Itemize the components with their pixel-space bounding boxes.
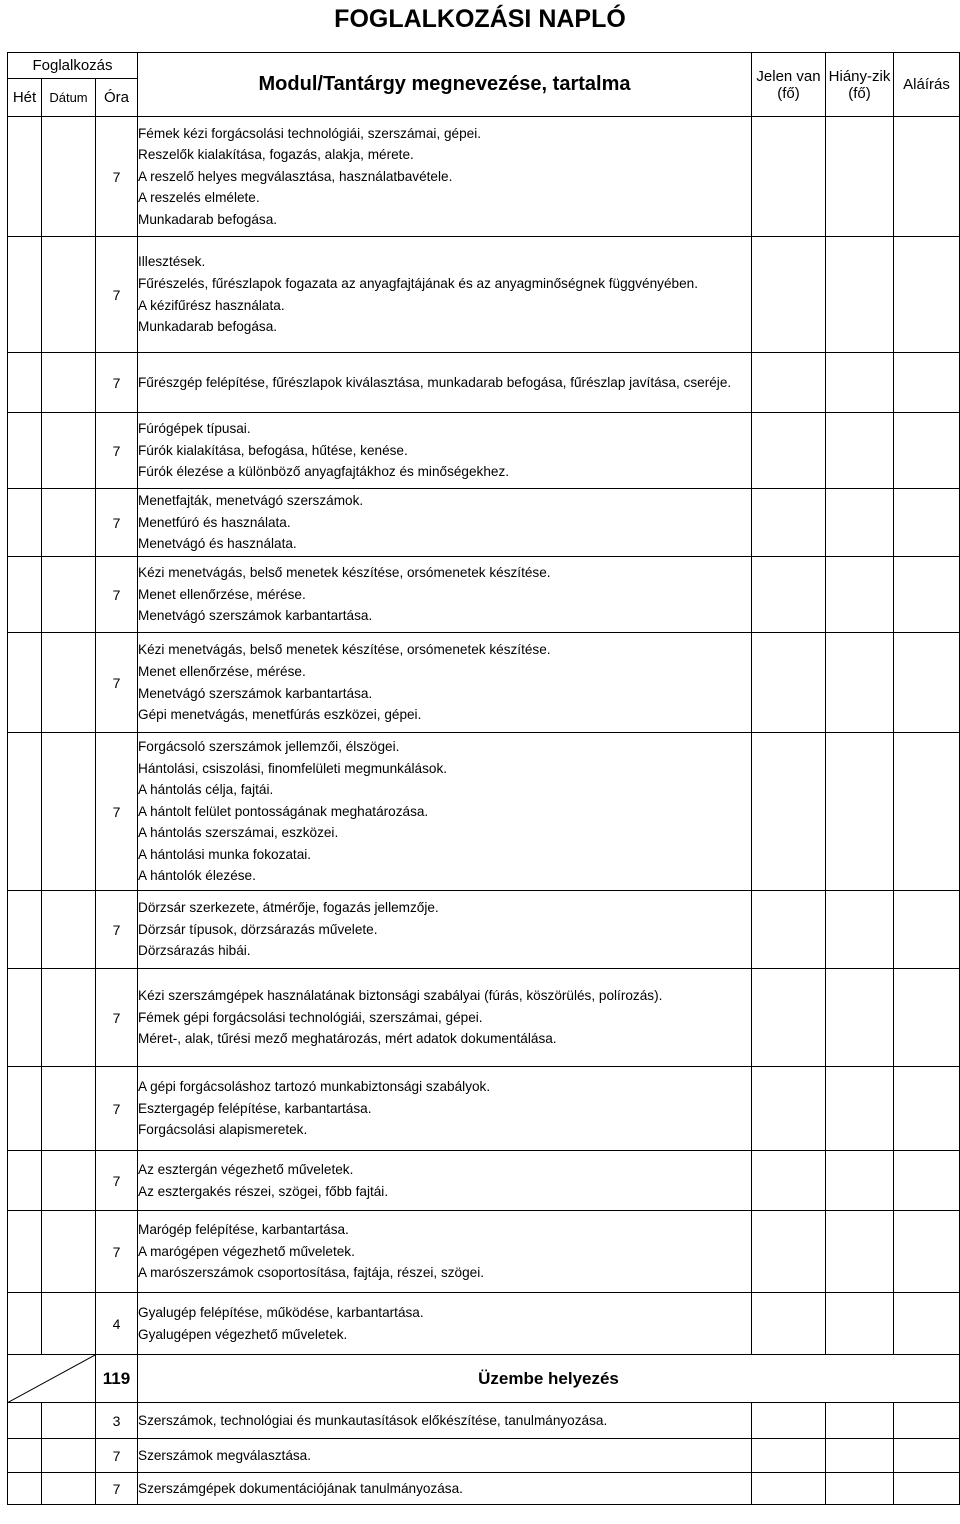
cell-ora: 7 — [96, 891, 138, 969]
content-line: A kézifűrész használata. — [138, 297, 285, 313]
cell-hiany — [826, 1403, 894, 1439]
header-jelen-line1: Jelen van — [756, 67, 821, 85]
cell-ora: 7 — [96, 1067, 138, 1151]
cell-het — [8, 413, 42, 489]
cell-jelen — [752, 1403, 826, 1439]
log-table — [7, 52, 960, 1505]
cell-content — [138, 1439, 752, 1473]
cell-alairas — [894, 1067, 960, 1151]
cell-jelen — [752, 353, 826, 413]
content-line: Fűrészgép felépítése, fűrészlapok kiválasztása, munkadarab befogása, fűrészlap javítása, cseréje. — [138, 374, 732, 390]
cell-ora: 7 — [96, 117, 138, 237]
content-line: Dörzsár szerkezete, átmérője, fogazás jellemzője. — [138, 900, 439, 916]
cell-content — [138, 489, 752, 557]
table-row — [8, 1151, 960, 1211]
section-title: Üzembe helyezés — [138, 1355, 960, 1403]
cell-het — [8, 557, 42, 633]
cell-alairas — [894, 413, 960, 489]
content-line: A hántolt felület pontosságának meghatározása. — [138, 803, 429, 819]
cell-datum — [42, 1293, 96, 1355]
cell-content — [138, 413, 752, 489]
page-title: FOGLALKOZÁSI NAPLÓ — [334, 5, 626, 33]
cell-jelen — [752, 489, 826, 557]
header-hiany-line1: Hiány-zik — [828, 67, 891, 85]
cell-content — [138, 1211, 752, 1293]
content-line: Szerszámok, technológiai és munkautasítások előkészítése, tanulmányozása. — [138, 1413, 608, 1429]
cell-datum — [42, 1403, 96, 1439]
cell-alairas — [894, 1403, 960, 1439]
table-row — [8, 969, 960, 1067]
content-line: A marószerszámok csoportosítása, fajtája, részei, szögei. — [138, 1265, 485, 1281]
cell-hiany — [826, 413, 894, 489]
cell-hiany — [826, 1473, 894, 1505]
content-line: A hántolási munka fokozatai. — [138, 846, 312, 862]
cell-alairas — [894, 891, 960, 969]
cell-hiany — [826, 1293, 894, 1355]
cell-het — [8, 733, 42, 891]
cell-hiany — [826, 733, 894, 891]
cell-content — [138, 237, 752, 353]
content-line: Kézi menetvágás, belső menetek készítése, orsómenetek készítése. — [138, 642, 551, 658]
cell-alairas — [894, 1151, 960, 1211]
cell-jelen — [752, 1067, 826, 1151]
cell-hiany — [826, 1211, 894, 1293]
cell-alairas — [894, 557, 960, 633]
diagonal-line-icon — [8, 1355, 95, 1402]
cell-het — [8, 969, 42, 1067]
cell-alairas — [894, 117, 960, 237]
table-row — [8, 489, 960, 557]
cell-ora: 7 — [96, 1151, 138, 1211]
content-line: Menetvágó szerszámok karbantartása. — [138, 608, 373, 624]
content-line: Menetvágó szerszámok karbantartása. — [138, 685, 373, 701]
header-jelen-line2: (fő) — [777, 84, 800, 102]
content-line: Az esztergakés részei, szögei, főbb fajtái. — [138, 1183, 389, 1199]
cell-content — [138, 557, 752, 633]
cell-datum — [42, 237, 96, 353]
content-line: Fűrészelés, fűrészlapok fogazata az anyagfajtájának és az anyagminőségnek függvényében. — [138, 275, 698, 291]
cell-datum — [42, 969, 96, 1067]
cell-ora: 7 — [96, 237, 138, 353]
cell-datum — [42, 891, 96, 969]
table-row — [8, 1211, 960, 1293]
content-line: Menet ellenőrzése, mérése. — [138, 586, 306, 602]
cell-datum — [42, 1473, 96, 1505]
cell-het — [8, 1403, 42, 1439]
content-line: Az esztergán végezhető műveletek. — [138, 1161, 354, 1177]
cell-content — [138, 117, 752, 237]
content-line: Fúrók élezése a különböző anyagfajtákhoz és minőségekhez. — [138, 464, 510, 480]
cell-ora: 7 — [96, 489, 138, 557]
table-row — [8, 1067, 960, 1151]
header-foglalkozas: Foglalkozás — [8, 53, 138, 79]
content-line: A gépi forgácsoláshoz tartozó munkabiztonsági szabályok. — [138, 1079, 491, 1095]
table-row — [8, 1439, 960, 1473]
cell-hiany — [826, 891, 894, 969]
cell-hiany — [826, 557, 894, 633]
content-line: Menetvágó és használata. — [138, 536, 297, 552]
content-line: Kézi szerszámgépek használatának biztonsági szabályai (fúrás, köszörülés, polírozás). — [138, 988, 663, 1004]
cell-hiany — [826, 1439, 894, 1473]
content-line: Munkadarab befogása. — [138, 319, 278, 335]
cell-hiany — [826, 633, 894, 733]
cell-hiany — [826, 237, 894, 353]
cell-ora: 3 — [96, 1403, 138, 1439]
table-row — [8, 1403, 960, 1439]
cell-content — [138, 891, 752, 969]
cell-hiany — [826, 1067, 894, 1151]
cell-het — [8, 237, 42, 353]
cell-content — [138, 1067, 752, 1151]
content-line: Forgácsoló szerszámok jellemzői, élszögei. — [138, 738, 400, 754]
cell-datum — [42, 489, 96, 557]
content-line: A hántolók élezése. — [138, 868, 256, 884]
table-row — [8, 733, 960, 891]
table-row — [8, 353, 960, 413]
cell-alairas — [894, 1211, 960, 1293]
cell-jelen — [752, 1439, 826, 1473]
table-row — [8, 891, 960, 969]
content-line: Fémek gépi forgácsolási technológiái, szerszámai, gépei. — [138, 1009, 483, 1025]
diagonal-cell — [8, 1355, 96, 1403]
cell-jelen — [752, 733, 826, 891]
cell-hiany — [826, 489, 894, 557]
header-hiany-line2: (fő) — [848, 84, 871, 102]
content-line: Menet ellenőrzése, mérése. — [138, 663, 306, 679]
cell-jelen — [752, 1151, 826, 1211]
cell-jelen — [752, 1293, 826, 1355]
cell-jelen — [752, 237, 826, 353]
cell-het — [8, 353, 42, 413]
content-line: Hántolási, csiszolási, finomfelületi megmunkálások. — [138, 760, 448, 776]
content-line: Szerszámgépek dokumentációjának tanulmányozása. — [138, 1481, 463, 1497]
cell-ora: 7 — [96, 353, 138, 413]
cell-datum — [42, 1439, 96, 1473]
cell-jelen — [752, 891, 826, 969]
cell-content — [138, 1473, 752, 1505]
cell-hiany — [826, 117, 894, 237]
content-line: Marógép felépítése, karbantartása. — [138, 1222, 349, 1238]
cell-het — [8, 117, 42, 237]
content-line: Forgácsolási alapismeretek. — [138, 1122, 308, 1138]
content-line: Illesztések. — [138, 254, 206, 270]
table-row — [8, 557, 960, 633]
content-line: Fúrógépek típusai. — [138, 421, 251, 437]
cell-het — [8, 633, 42, 733]
content-line: A hántolás szerszámai, eszközei. — [138, 825, 339, 841]
content-line: Dörzsár típusok, dörzsárazás művelete. — [138, 921, 378, 937]
cell-content — [138, 1151, 752, 1211]
content-line: Fémek kézi forgácsolási technológiái, szerszámai, gépei. — [138, 125, 482, 141]
table-row — [8, 237, 960, 353]
cell-ora: 7 — [96, 1439, 138, 1473]
cell-jelen — [752, 117, 826, 237]
cell-content — [138, 633, 752, 733]
cell-content — [138, 353, 752, 413]
content-line: A marógépen végezhető műveletek. — [138, 1243, 355, 1259]
cell-hiany — [826, 1151, 894, 1211]
content-line: Gyalugép felépítése, működése, karbantartása. — [138, 1304, 424, 1320]
cell-alairas — [894, 633, 960, 733]
cell-ora: 7 — [96, 1211, 138, 1293]
cell-het — [8, 891, 42, 969]
cell-alairas — [894, 969, 960, 1067]
header-hiany — [826, 53, 894, 117]
content-line: Fúrók kialakítása, befogása, hűtése, kenése. — [138, 442, 408, 458]
content-line: Gyalugépen végezhető műveletek. — [138, 1326, 348, 1342]
cell-datum — [42, 413, 96, 489]
content-line: Menetfajták, menetvágó szerszámok. — [138, 493, 364, 509]
cell-datum — [42, 1151, 96, 1211]
header-het: Hét — [8, 79, 42, 117]
table-row — [8, 633, 960, 733]
table-row — [8, 1293, 960, 1355]
cell-content — [138, 1293, 752, 1355]
cell-datum — [42, 633, 96, 733]
table-row — [8, 413, 960, 489]
cell-jelen — [752, 413, 826, 489]
content-line: Kézi menetvágás, belső menetek készítése, orsómenetek készítése. — [138, 565, 551, 581]
table-row — [8, 1473, 960, 1505]
content-line: A hántolás célja, fajtái. — [138, 782, 274, 798]
cell-content — [138, 969, 752, 1067]
content-line: Dörzsárazás hibái. — [138, 943, 251, 959]
cell-het — [8, 1473, 42, 1505]
cell-datum — [42, 353, 96, 413]
content-line: Méret-, alak, tűrési mező meghatározás, mért adatok dokumentálása. — [138, 1031, 557, 1047]
content-line: Menetfúró és használata. — [138, 514, 291, 530]
log-body — [8, 117, 960, 1505]
cell-alairas — [894, 1293, 960, 1355]
cell-ora: 7 — [96, 733, 138, 891]
cell-het — [8, 489, 42, 557]
content-line: Gépi menetvágás, menetfúrás eszközei, gépei. — [138, 707, 422, 723]
cell-ora: 4 — [96, 1293, 138, 1355]
cell-datum — [42, 733, 96, 891]
cell-ora: 7 — [96, 413, 138, 489]
table-row — [8, 117, 960, 237]
cell-alairas — [894, 353, 960, 413]
cell-het — [8, 1293, 42, 1355]
cell-het — [8, 1067, 42, 1151]
cell-jelen — [752, 1473, 826, 1505]
cell-ora: 7 — [96, 969, 138, 1067]
cell-hiany — [826, 353, 894, 413]
content-line: Munkadarab befogása. — [138, 211, 278, 227]
cell-datum — [42, 1211, 96, 1293]
cell-content — [138, 733, 752, 891]
cell-alairas — [894, 1439, 960, 1473]
cell-content — [138, 1403, 752, 1439]
content-line: Esztergagép felépítése, karbantartása. — [138, 1100, 372, 1116]
cell-datum — [42, 1067, 96, 1151]
cell-alairas — [894, 489, 960, 557]
header-modul: Modul/Tantárgy megnevezése, tartalma — [138, 53, 752, 117]
cell-jelen — [752, 969, 826, 1067]
cell-jelen — [752, 557, 826, 633]
content-line: A reszelő helyes megválasztása, használatbavétele. — [138, 168, 453, 184]
cell-ora: 7 — [96, 557, 138, 633]
header-ora: Óra — [96, 79, 138, 117]
cell-alairas — [894, 1473, 960, 1505]
cell-het — [8, 1151, 42, 1211]
header-alairas: Aláírás — [894, 53, 960, 117]
cell-ora: 7 — [96, 633, 138, 733]
section-row — [8, 1355, 960, 1403]
cell-het — [8, 1439, 42, 1473]
content-line: Reszelők kialakítása, fogazás, alakja, mérete. — [138, 147, 414, 163]
section-hours: 119 — [96, 1355, 138, 1403]
cell-datum — [42, 557, 96, 633]
content-line: Szerszámok megválasztása. — [138, 1448, 312, 1464]
cell-jelen — [752, 1211, 826, 1293]
cell-jelen — [752, 633, 826, 733]
header-jelen — [752, 53, 826, 117]
cell-alairas — [894, 733, 960, 891]
cell-datum — [42, 117, 96, 237]
cell-alairas — [894, 237, 960, 353]
cell-het — [8, 1211, 42, 1293]
cell-ora: 7 — [96, 1473, 138, 1505]
content-line: A reszelés elmélete. — [138, 190, 260, 206]
cell-hiany — [826, 969, 894, 1067]
header-datum: Dátum — [42, 79, 96, 117]
